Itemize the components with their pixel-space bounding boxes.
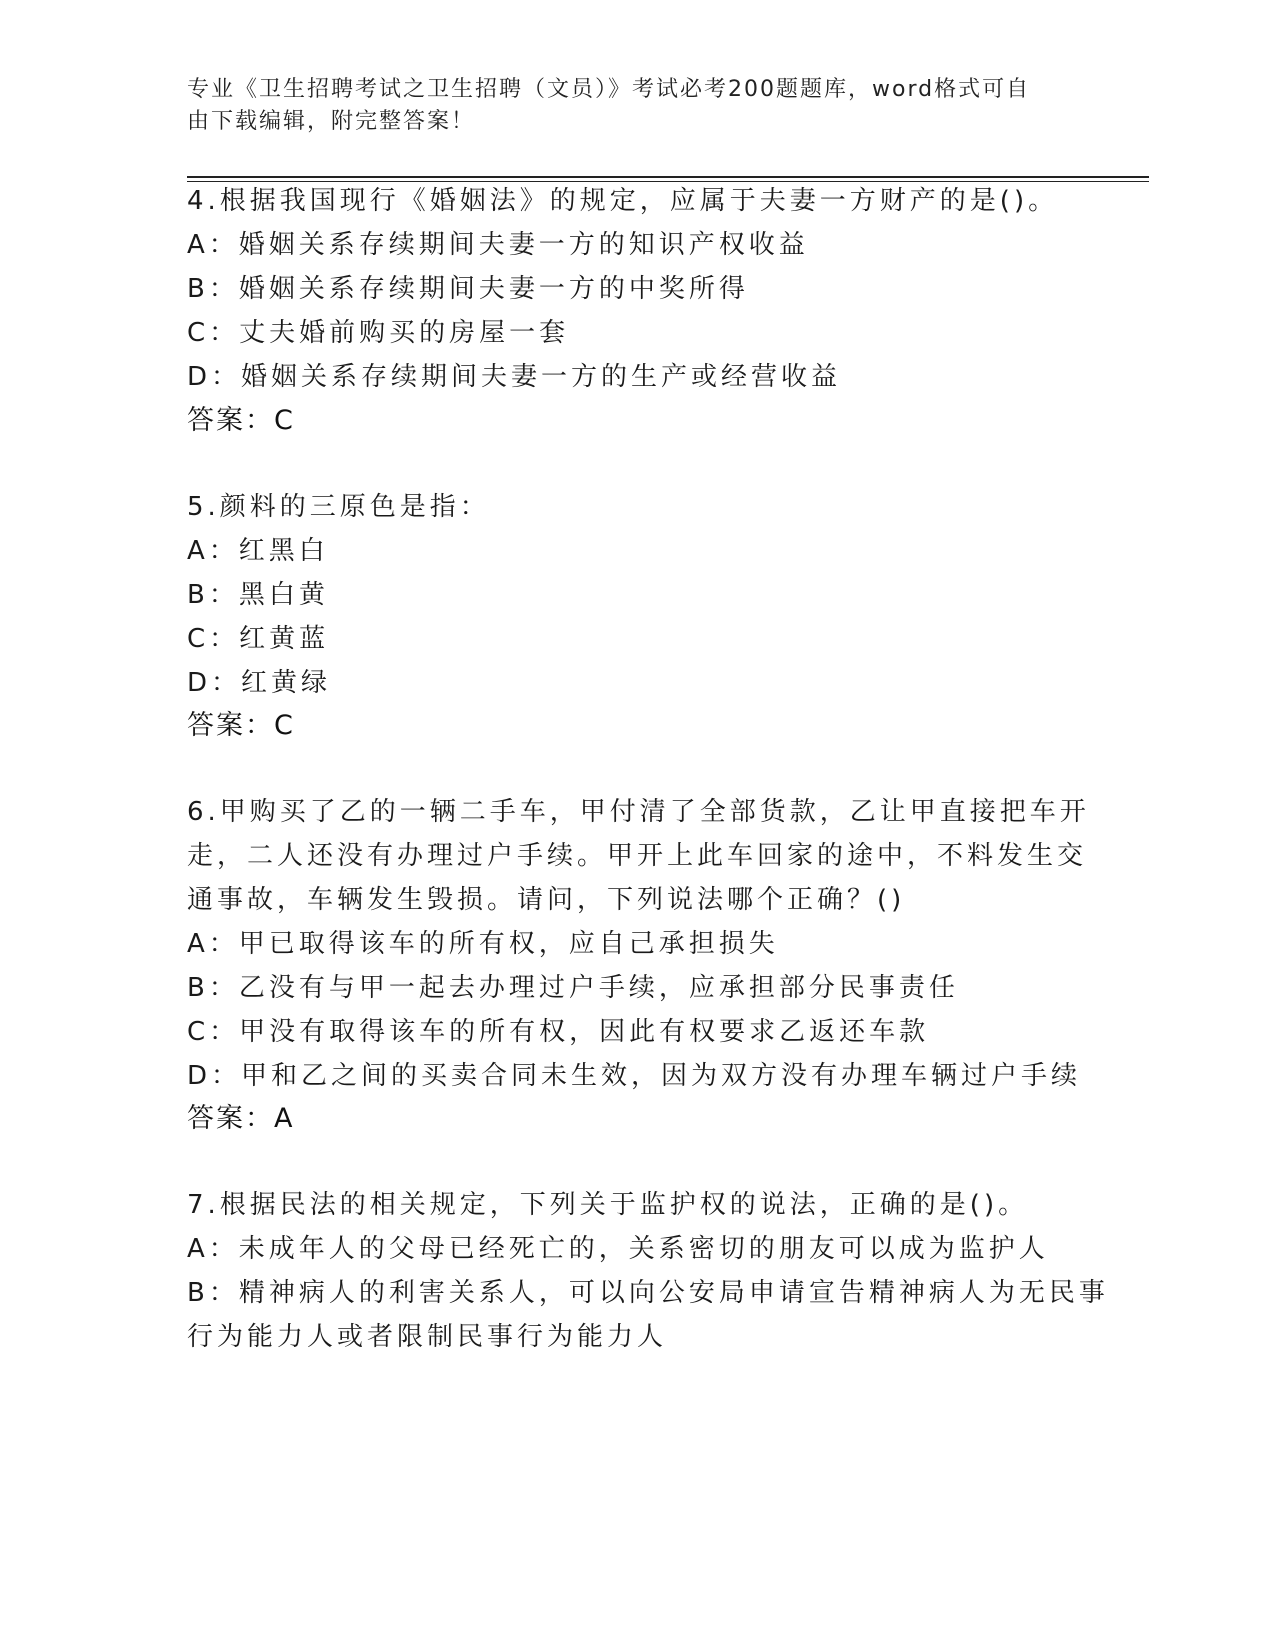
question-5-option-b: B：黑白黄 [187,580,329,610]
question-5-stem: 5.颜料的三原色是指： [187,492,490,522]
question-7-option-b: B：精神病人的利害关系人，可以向公安局申请宣告精神病人为无民事 [187,1278,1109,1308]
question-7-option-a: A：未成年人的父母已经死亡的，关系密切的朋友可以成为监护人 [187,1234,1049,1264]
header-divider-thick [187,176,1149,178]
question-5-answer: 答案：C [187,710,295,741]
question-4-option-b: B：婚姻关系存续期间夫妻一方的中奖所得 [187,274,749,304]
question-7-option-b-continuation: 行为能力人或者限制民事行为能力人 [187,1322,668,1352]
header-line-2: 由下载编辑，附完整答案！ [187,109,476,134]
question-7-stem: 7.根据民法的相关规定，下列关于监护权的说法，正确的是()。 [187,1190,1029,1220]
header-divider-thin [187,181,1149,182]
question-4-option-c: C：丈夫婚前购买的房屋一套 [187,318,570,348]
question-4-option-d: D：婚姻关系存续期间夫妻一方的生产或经营收益 [187,362,842,392]
document-header [187,74,1087,138]
header-line-1: 专业《卫生招聘考试之卫生招聘（文员）》考试必考200题题库，word格式可自 [187,77,1031,102]
question-6-option-a: A：甲已取得该车的所有权，应自己承担损失 [187,929,779,959]
question-5-option-d: D：红黄绿 [187,668,332,698]
question-4-option-a: A：婚姻关系存续期间夫妻一方的知识产权收益 [187,230,809,260]
question-6-stem-line-3: 通事故，车辆发生毁损。请问，下列说法哪个正确？() [187,885,906,915]
question-6-option-b: B：乙没有与甲一起去办理过户手续，应承担部分民事责任 [187,973,959,1003]
question-6-stem-line-2: 走，二人还没有办理过户手续。甲开上此车回家的途中，不料发生交 [187,841,1088,871]
question-4-answer: 答案：C [187,405,295,436]
question-4-stem: 4.根据我国现行《婚姻法》的规定，应属于夫妻一方财产的是()。 [187,186,1059,216]
question-6-answer: 答案：A [187,1103,295,1134]
question-5-option-a: A：红黑白 [187,536,329,566]
question-6-option-c: C：甲没有取得该车的所有权，因此有权要求乙返还车款 [187,1017,930,1047]
question-6-option-d: D：甲和乙之间的买卖合同未生效，因为双方没有办理车辆过户手续 [187,1061,1082,1091]
question-5-option-c: C：红黄蓝 [187,624,330,654]
question-6-stem-line-1: 6.甲购买了乙的一辆二手车，甲付清了全部货款，乙让甲直接把车开 [187,797,1090,827]
